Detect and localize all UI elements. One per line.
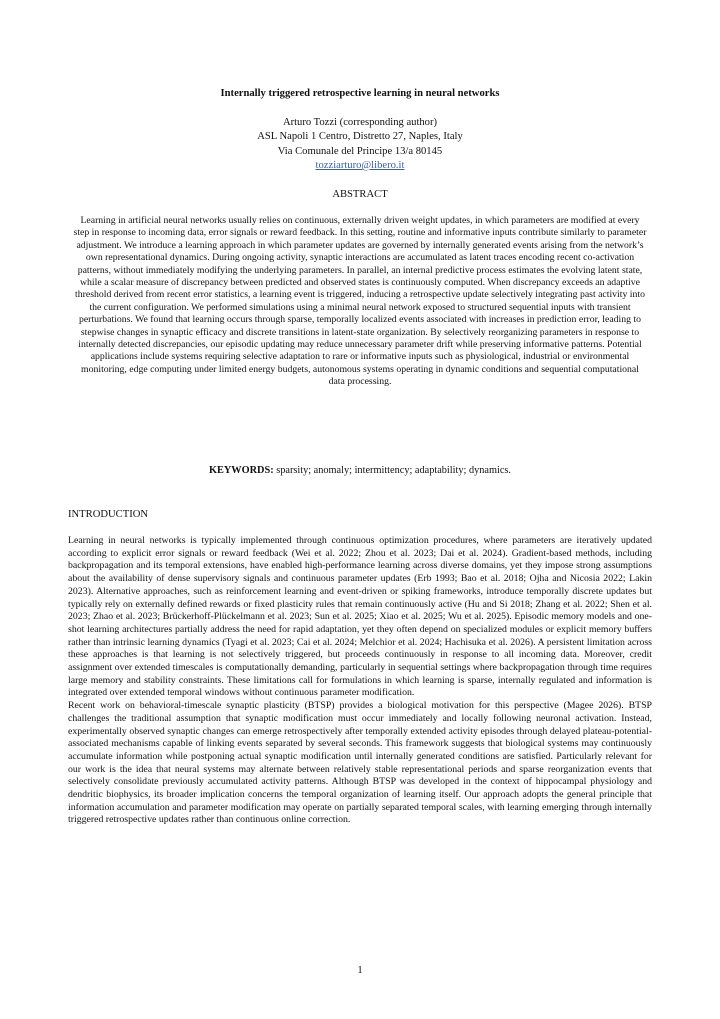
- introduction-body: [68, 535, 652, 827]
- email-link[interactable]: tozziarturo@libero.it: [315, 159, 405, 171]
- intro-paragraph-2: Recent work on behavioral-timescale synaptic plasticity (BTSP) provides a biological motivation for this perspective (Magee 2026). BTSP challenges the traditional assumption that synaptic modification must occur immediately and locally following neuronal activation. Instead, experimentally observed synaptic changes can emerge retrospectively after temporally extended activity episodes through delayed plateau-potential-associated mechanisms capable of linking events separated by several seconds. This framework suggests that biological systems may continuously accumulate information while postponing actual synaptic modification until internally generated conditions are satisfied. Particularly relevant for our work is the idea that neural systems may alternate between relatively stable representational periods and sparse reorganization events that selectively consolidate previously accumulated activity patterns. Although BTSP was developed in the context of hippocampal physiology and dendritic biophysics, its broader implication concerns the temporal organization of learning itself. Our approach adopts the general principle that information accumulation and parameter modification may operate on partially separated temporal scales, with learning emerging through internally triggered retrospective updates rather than continuous online correction.: [68, 700, 652, 826]
- affiliation-line-1: ASL Napoli 1 Centro, Distretto 27, Naples, Italy: [257, 131, 463, 143]
- keywords-line: [68, 464, 652, 477]
- author-block: [68, 116, 652, 173]
- paper-title: Internally triggered retrospective learning in neural networks: [220, 88, 500, 99]
- abstract-text: Learning in artificial neural networks usually relies on continuous, externally driven weight updates, in which parameters are modified at every step in response to incoming data, error signals or reward feedback. In this setting, routine and informative inputs contribute similarly to parameter adjustment. We introduce a learning approach in which parameter updates are governed by internally generated events arising from the network’s own representational dynamics. During ongoing activity, synaptic interactions are accumulated as latent traces encoding recent co-activation patterns, without immediately modifying the underlying parameters. In parallel, an internal predictive process estimates the evolving latent state, while a scalar measure of discrepancy between predicted and observed states is continuously computed. When discrepancy exceeds an adaptive threshold derived from recent error statistics, a learning event is triggered, inducing a retrospective update selectively integrating past activity into the current configuration. We performed simulations using a minimal neural network exposed to structured sequential inputs with transient perturbations. We found that learning occurs through sparse, temporally localized events associated with increases in prediction error, leading to stepwise changes in synaptic efficacy and discrete transitions in latent-state organization. By selectively reorganizing parameters in response to internally detected discrepancies, our episodic updating may reduce unnecessary parameter drift while preserving informative patterns. Potential applications include systems requiring selective adaptation to rare or informative inputs such as physiological, industrial or environmental monitoring, edge computing under limited energy budgets, autonomous systems operating in dynamic conditions and sequential computational data processing.: [73, 215, 647, 388]
- keywords-list: sparsity; anomaly; intermittency; adaptability; dynamics.: [276, 465, 511, 476]
- affiliation-line-2: Via Comunale del Principe 13/a 80145: [277, 145, 443, 157]
- author-name: Arturo Tozzi (corresponding author): [282, 117, 438, 128]
- abstract-heading: ABSTRACT: [332, 189, 388, 200]
- page-number: 1: [357, 965, 363, 976]
- intro-paragraph-1: Learning in neural networks is typically implemented through continuous optimization procedures, where parameters are iteratively updated according to explicit error signals or reward feedback (Wei et al. 2022; Zhou et al. 2023; Dai et al. 2024). Gradient-based methods, including backpropagation and its temporal extensions, have enabled high-performance learning across diverse domains, yet they impose strong assumptions about the availability of dense supervisory signals and continuous parameter updates (Erb 1993; Bao et al. 2018; Ojha and Nicosia 2022; Lakin 2023). Alternative approaches, such as reinforcement learning and event-driven or spiking frameworks, introduce temporally discrete updates but typically rely on externally defined rewards or fixed plasticity rules that remain continuously active (Hu and Si 2018; Zhang et al. 2022; Shen et al. 2023; Zhao et al. 2023; Brückerhoff-Plückelmann et al. 2023; Sun et al. 2025; Xiao et al. 2025; Wu et al. 2025). Episodic memory models and one-shot learning architectures partially address the need for rapid adaptation, yet they often depend on specialized modules or explicit memory buffers rather than intrinsic learning dynamics (Tyagi et al. 2023; Cai et al. 2024; Melchior et al. 2024; Hachisuka et al. 2026). A persistent limitation across these approaches is that learning is not selectively triggered, but proceeds continuously in response to all incoming data. Moreover, credit assignment over extended timescales is computationally demanding, particularly in sequential settings where backpropagation through time requires large memory and stability constraints. These limitations call for formulations in which learning is sparse, internally regulated and information is integrated over extended temporal windows without continuous parameter modification.: [68, 535, 652, 699]
- keywords-label: KEYWORDS:: [208, 465, 274, 476]
- introduction-heading: INTRODUCTION: [68, 509, 149, 520]
